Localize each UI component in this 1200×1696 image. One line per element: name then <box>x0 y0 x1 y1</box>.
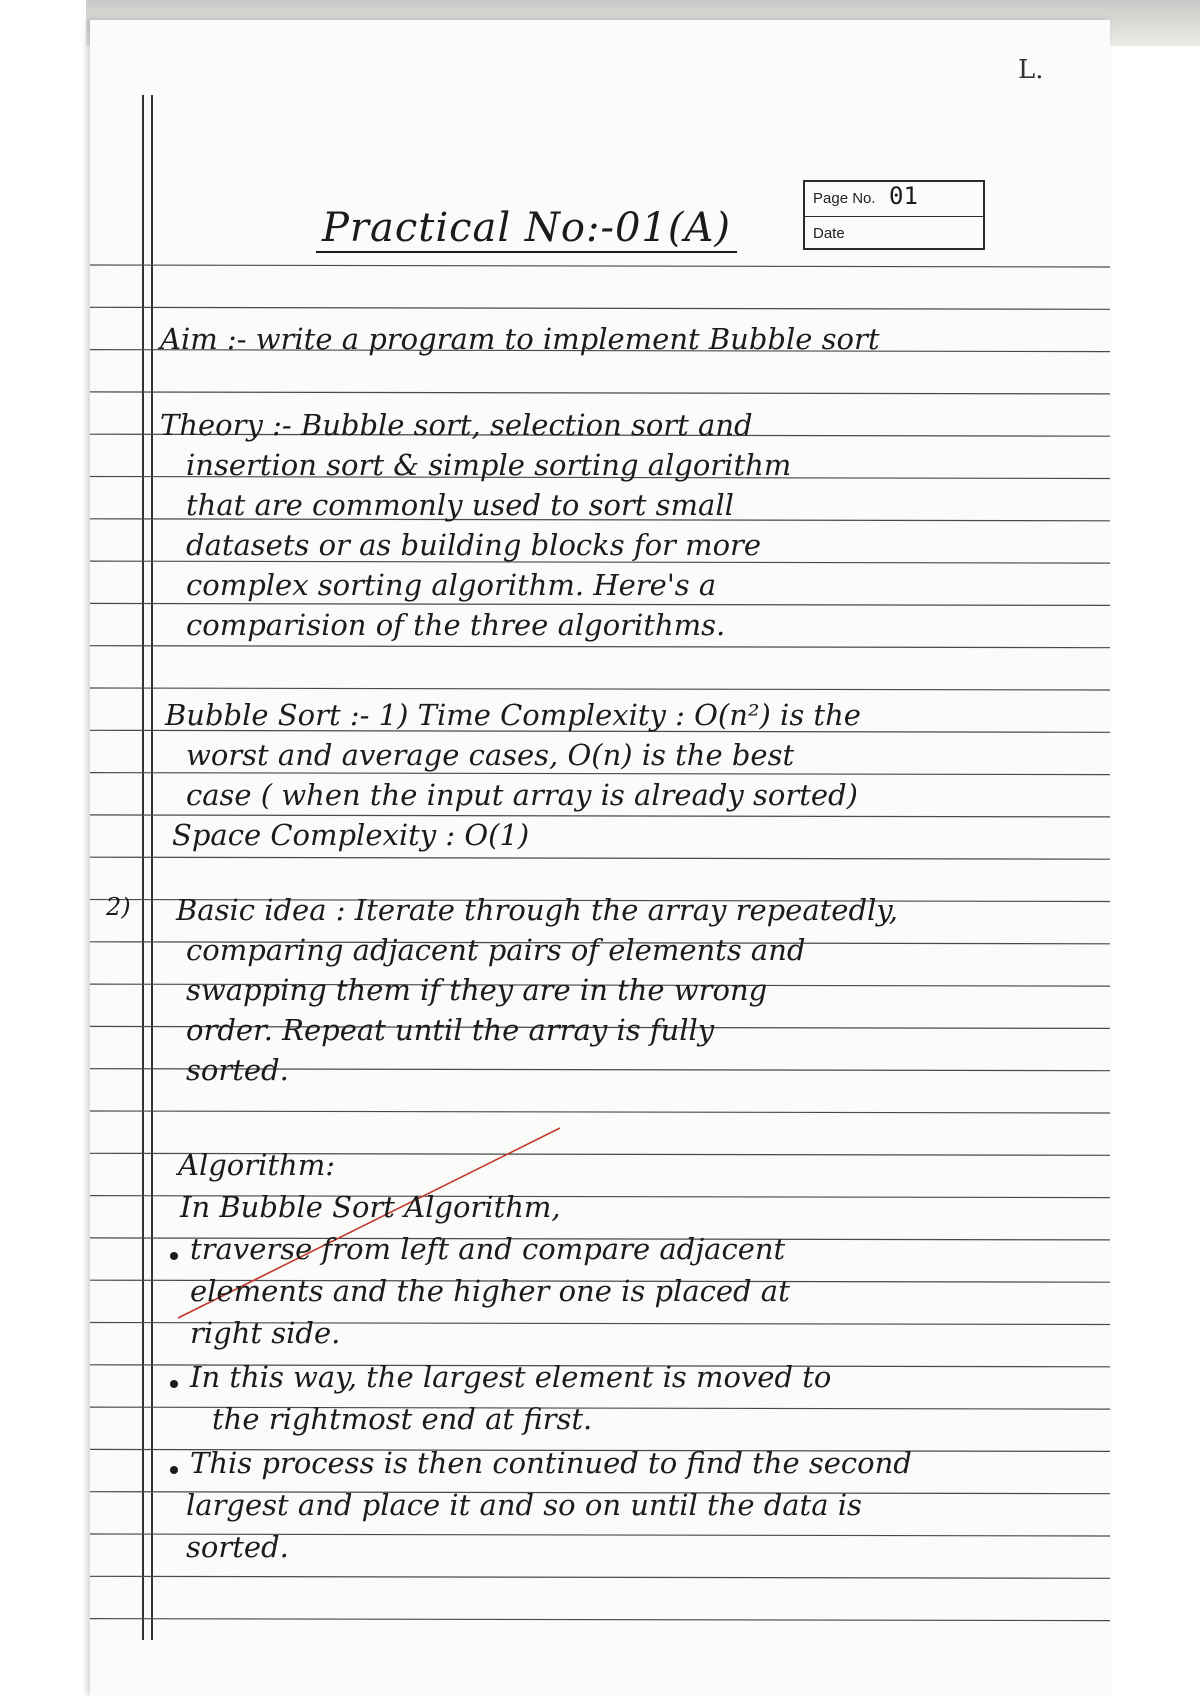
theory-line: that are commonly used to sort small <box>186 488 734 522</box>
ruled-line <box>90 815 1110 817</box>
algorithm-line: In this way, the largest element is moved to <box>190 1360 832 1394</box>
ruled-line <box>90 646 1110 648</box>
bubble-sort-line: comparing adjacent pairs of elements and <box>186 933 806 967</box>
algorithm-line: traverse from left and compare adjacent <box>190 1232 786 1266</box>
theory-line: comparision of the three algorithms. <box>186 608 726 642</box>
ruled-line <box>90 1111 1110 1113</box>
theory-line: complex sorting algorithm. Here's a <box>186 568 717 602</box>
bullet-point <box>170 1466 178 1474</box>
algorithm-line: sorted. <box>186 1530 289 1564</box>
bubble-sort-line: case ( when the input array is already sorted) <box>186 778 858 812</box>
theory-line: Theory :- Bubble sort, selection sort and <box>160 408 753 442</box>
algorithm-line: right side. <box>190 1316 341 1350</box>
algorithm-line: In Bubble Sort Algorithm, <box>180 1190 561 1224</box>
page-no-value: 01 <box>889 182 918 210</box>
aim-line: Aim :- write a program to implement Bubble sort <box>160 322 880 356</box>
date-label: Date <box>813 225 845 242</box>
page-no-row <box>805 182 983 216</box>
bubble-sort-line: Basic idea : Iterate through the array repeatedly, <box>176 893 899 927</box>
corner-mark: L. <box>1018 55 1044 85</box>
bullet-point <box>170 1380 178 1388</box>
page-number-box <box>803 180 985 250</box>
bubble-sort-line: Bubble Sort :- 1) Time Complexity : O(n²) is the <box>165 698 861 732</box>
ruled-line <box>90 1619 1110 1621</box>
bullet-point <box>170 1252 178 1260</box>
bubble-sort-line: swapping them if they are in the wrong <box>186 973 768 1007</box>
ruled-line <box>90 307 1110 309</box>
ruled-line <box>90 1576 1110 1578</box>
algorithm-line: the rightmost end at first. <box>212 1402 593 1436</box>
ruled-line <box>90 603 1110 605</box>
item-number: 2) <box>106 893 131 921</box>
algorithm-heading: Algorithm: <box>178 1148 335 1182</box>
practical-title: Practical No:-01(A) <box>322 205 731 251</box>
bubble-sort-line: sorted. <box>186 1053 289 1087</box>
theory-line: datasets or as building blocks for more <box>186 528 762 562</box>
algorithm-line: largest and place it and so on until the data is <box>186 1488 862 1522</box>
algorithm-line: elements and the higher one is placed at <box>190 1274 790 1308</box>
bubble-sort-line: worst and average cases, O(n) is the best <box>186 738 795 772</box>
bubble-sort-line: Space Complexity : O(1) <box>172 818 530 852</box>
ruled-line <box>90 688 1110 690</box>
date-row <box>805 216 983 251</box>
algorithm-line: This process is then continued to find the second <box>190 1446 912 1480</box>
ruled-line <box>90 265 1110 267</box>
page-no-label: Page No. <box>813 190 876 207</box>
ruled-line <box>90 392 1110 394</box>
theory-line: insertion sort & simple sorting algorithm <box>186 448 792 482</box>
ruled-line <box>90 773 1110 775</box>
bubble-sort-line: order. Repeat until the array is fully <box>186 1013 715 1047</box>
ruled-line <box>90 857 1110 859</box>
